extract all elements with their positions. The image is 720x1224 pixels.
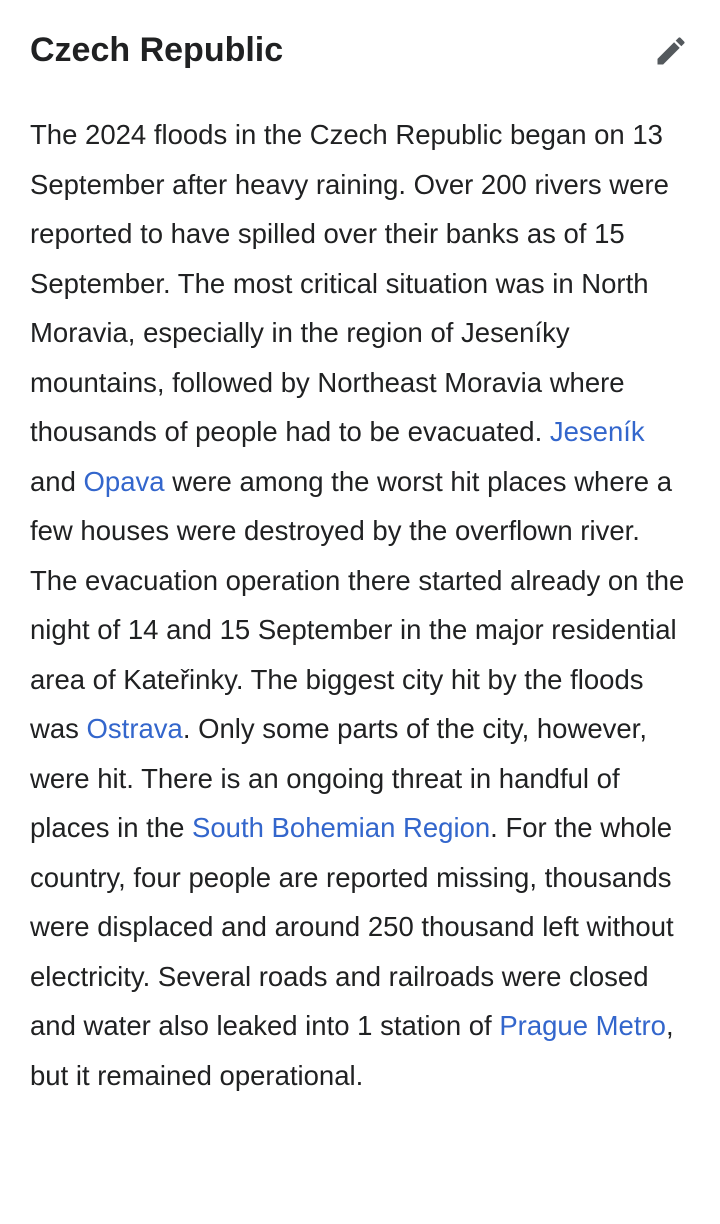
link-jesenik[interactable]: Jeseník: [549, 416, 645, 447]
paragraph-text-6: , but it remained operational.: [30, 1010, 674, 1091]
section-header: [30, 26, 696, 78]
link-prague-metro[interactable]: Prague Metro: [499, 1010, 666, 1041]
paragraph-text-5: . For the whole country, four people are reported missing, thousands were displaced and around 250 thousand left without electricity. Several roads and railroads were closed and water also leaked into 1 station of: [30, 812, 674, 1041]
link-opava[interactable]: Opava: [83, 465, 165, 497]
paragraph-text-2: and: [30, 465, 84, 497]
section-title: Czech Republic: [30, 31, 284, 69]
pencil-icon: [653, 33, 689, 69]
section-paragraph: [30, 110, 692, 1100]
paragraph-text-1: The 2024 floods in the Czech Republic began on 13 September after heavy raining. Over 200 rivers were reported to have spilled over their banks as of 15 September. The most critical situation was in North Moravia, especially in the region of Jeseníky mountains, followed by Northeast Moravia where thousands of people had to be evacuated.: [30, 119, 669, 447]
link-ostrava[interactable]: Ostrava: [86, 713, 183, 744]
link-south-bohemian-region[interactable]: South Bohemian Region: [192, 812, 491, 843]
paragraph-text-4: . Only some parts of the city, however, were hit. There is an ongoing threat in handful of places in the: [30, 713, 647, 843]
edit-section-button[interactable]: [650, 30, 692, 72]
paragraph-text-3: were among the worst hit places where a few houses were destroyed by the overflown river. The evacuation operation there started already on the night of 14 and 15 September in the major residential area of Kateřinky. The biggest city hit by the floods was: [30, 465, 685, 744]
article-body: [30, 110, 692, 1100]
